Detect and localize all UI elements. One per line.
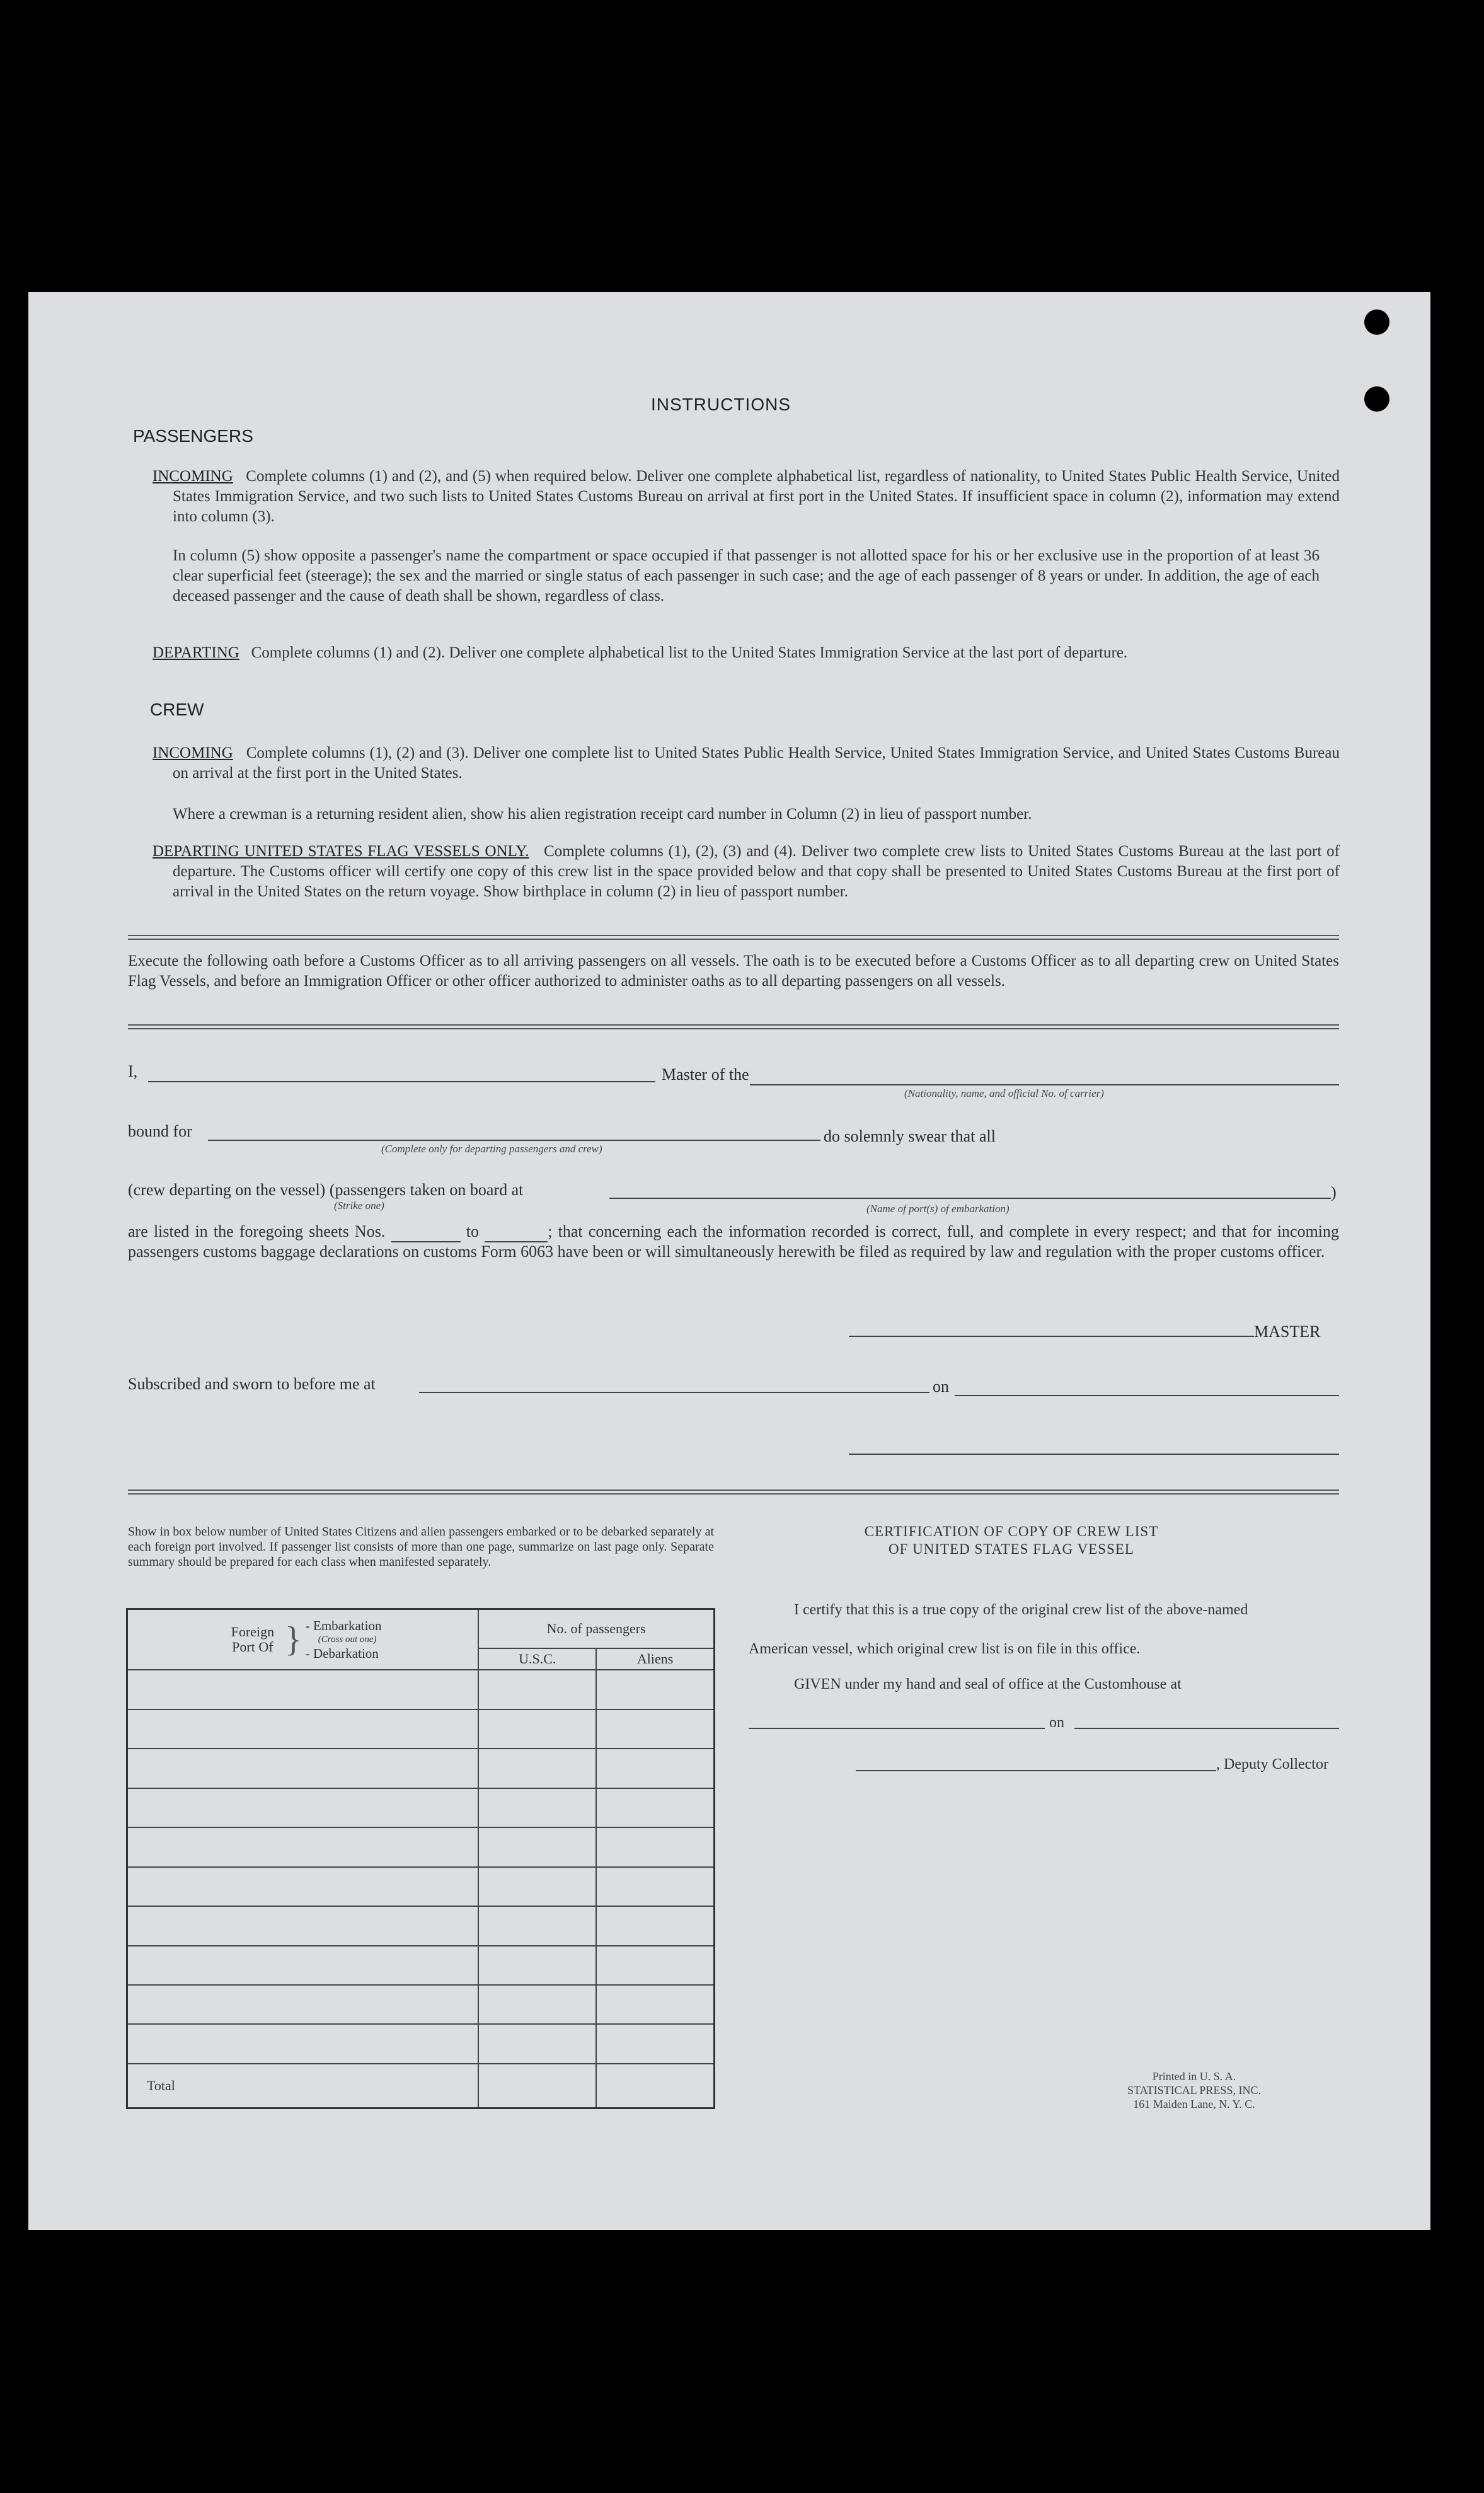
passenger-summary-table	[126, 1608, 715, 2109]
aliens-total-cell[interactable]	[596, 2064, 714, 2108]
subscribed-place-line[interactable]	[419, 1392, 929, 1393]
table-row	[127, 1906, 715, 1945]
flag-vessels-instruction: DEPARTING UNITED STATES FLAG VESSELS ONLY. Complete columns (1), (2), (3) and (4). Deliver two complete crew lists to United States Customs Bureau at the last port of departure. The Customs officer will certify one copy of this crew list in the space provided below and that copy shall be presented to United States Customs Bureau at the first port of arrival in the United States on the return voyage. Show birthplace in column (2) in lieu of passport number.	[152, 843, 1340, 900]
table-row	[127, 1749, 715, 1788]
vessel-line[interactable]	[750, 1084, 1339, 1085]
port-cell[interactable]	[127, 1946, 479, 1985]
subscribed-date-line[interactable]	[955, 1395, 1339, 1396]
oath-body: are listed in the foregoing sheets Nos. to ; that concerning each the information recorded is correct, full, and complete in every respect; and that for incoming passengers customs baggage declarations on customs Form 6063 have been or will simultaneously herewith be filed as required by law and regulation with the proper customs officer.	[128, 1222, 1340, 1261]
aliens-cell[interactable]	[596, 1827, 714, 1866]
table-row	[127, 1709, 715, 1749]
aliens-cell[interactable]	[596, 1867, 714, 1906]
nationality-note: (Nationality, name, and official No. of carrier)	[904, 1087, 1104, 1099]
punch-hole	[1364, 309, 1389, 335]
oath-intro: Execute the following oath before a Customs Officer as to all arriving passengers on all vessels. The oath is to be executed before a Customs Officer as to all departing crew on United States Flag Vessels, and before an Immigration Officer or other officer authorized to administer oaths as to all departing passengers on all vessels.	[128, 952, 1339, 990]
certification-title: CERTIFICATION OF COPY OF CREW LIST OF UNITED STATES FLAG VESSEL	[864, 1524, 1159, 1557]
table-row	[127, 1827, 715, 1866]
certification-date-line[interactable]	[1074, 1728, 1339, 1729]
crew-heading: CREW	[150, 700, 204, 719]
port-cell[interactable]	[127, 1670, 479, 1709]
flag-vessels-label: DEPARTING UNITED STATES FLAG VESSELS ONLY.	[152, 843, 529, 860]
usc-cell[interactable]	[478, 1709, 596, 1749]
total-label: Total	[127, 2064, 479, 2108]
master-name-line[interactable]	[148, 1081, 655, 1082]
deputy-collector-signature-line[interactable]	[856, 1770, 1216, 1771]
debarkation-label: - Debarkation	[305, 1646, 379, 1662]
aliens-cell[interactable]	[596, 1749, 714, 1788]
aliens-cell[interactable]	[596, 1788, 714, 1827]
certification-given: GIVEN under my hand and seal of office at the Customhouse at	[794, 1676, 1182, 1692]
crew-incoming-instruction: INCOMING Complete columns (1), (2) and (3). Deliver one complete list to United States Public Health Service, United States Immigration Service, and United States Customs Bureau on arrival at the first port in the United States.	[152, 744, 1340, 782]
usc-header: U.S.C.	[478, 1648, 596, 1670]
bound-for-label: bound for	[128, 1122, 192, 1140]
subscribed-label: Subscribed and sworn to before me at	[128, 1375, 376, 1393]
aliens-cell[interactable]	[596, 2024, 714, 2063]
name-of-ports-note: (Name of port(s) of embarkation)	[866, 1203, 1009, 1215]
section-divider	[128, 1489, 1339, 1495]
summary-intro: Show in box below number of United States Citizens and alien passengers embarked or to be debarked separately at each foreign port involved. If passenger list consists of more than one page, summarize on last page only. Separate summary should be prepared for each class when manifested separately.	[128, 1525, 714, 1569]
master-of-the-label: Master of the	[662, 1065, 749, 1084]
close-paren: )	[1331, 1183, 1337, 1201]
passengers-departing-instruction: DEPARTING Complete columns (1) and (2). Deliver one complete alphabetical list to the United States Immigration Service at the last port of departure.	[152, 644, 1128, 661]
usc-cell[interactable]	[478, 1749, 596, 1788]
certification-text-1: I certify that this is a true copy of the original crew list of the above-named	[794, 1602, 1248, 1618]
incoming-text: Complete columns (1) and (2), and (5) when required below. Deliver one complete alphabetical list, regardless of nationality, to United States Public Health Service, United States Immigration Service, and two such lists to United States Customs Bureau on arrival at first port in the United States. If insufficient space in column (2), information may extend into column (3).	[173, 468, 1340, 525]
section-divider	[128, 1024, 1339, 1029]
passengers-incoming-instruction	[152, 466, 1340, 527]
table-row	[127, 1985, 715, 2024]
table-row	[127, 1867, 715, 1906]
master-signature-line[interactable]	[849, 1336, 1254, 1337]
port-cell[interactable]	[127, 1749, 479, 1788]
certification-text-2: American vessel, which original crew list is on file in this office.	[749, 1641, 1141, 1657]
port-cell[interactable]	[127, 1788, 479, 1827]
usc-cell[interactable]	[478, 1985, 596, 2024]
instructions-title: INSTRUCTIONS	[651, 395, 791, 414]
solemnly-swear-text: do solemnly swear that all	[824, 1127, 996, 1145]
aliens-cell[interactable]	[596, 1709, 714, 1749]
aliens-cell[interactable]	[596, 1946, 714, 1985]
usc-cell[interactable]	[478, 2024, 596, 2063]
table-row	[127, 1946, 715, 1985]
master-label: MASTER	[1254, 1322, 1321, 1341]
usc-cell[interactable]	[478, 1946, 596, 1985]
sheet-to-field[interactable]	[485, 1222, 548, 1242]
column5-instruction: In column (5) show opposite a passenger's name the compartment or space occupied if that passenger is not allotted space for his or her exclusive use in the proportion of at least 36 clear superficial feet (steerage); the sex and the married or single status of each passenger in such case; and the age of each passenger of 8 years or under. In addition, the age of each deceased passenger and the cause of death shall be shown, regardless of class.	[173, 547, 1320, 604]
port-cell[interactable]	[127, 2024, 479, 2063]
usc-total-cell[interactable]	[478, 2064, 596, 2108]
departing-label: DEPARTING	[152, 644, 239, 661]
cross-out-note: (Cross out one)	[318, 1634, 377, 1645]
usc-cell[interactable]	[478, 1788, 596, 1827]
no-of-passengers-header: No. of passengers	[478, 1609, 714, 1648]
ports-of-embarkation-line[interactable]	[609, 1198, 1331, 1199]
port-cell[interactable]	[127, 1827, 479, 1866]
usc-cell[interactable]	[478, 1827, 596, 1866]
embarkation-label: - Embarkation	[305, 1618, 382, 1634]
crewman-instruction: Where a crewman is a returning resident alien, show his alien registration receipt card number in Column (2) in lieu of passport number.	[173, 806, 1032, 823]
section-divider	[128, 935, 1339, 940]
customhouse-place-line[interactable]	[749, 1728, 1045, 1729]
bound-for-line[interactable]	[208, 1140, 820, 1141]
crew-passengers-text: (crew departing on the vessel) (passengers taken on board at	[128, 1181, 524, 1199]
usc-cell[interactable]	[478, 1906, 596, 1945]
incoming-label: INCOMING	[152, 468, 233, 485]
usc-cell[interactable]	[478, 1670, 596, 1709]
oath-i: I,	[128, 1062, 138, 1080]
certification-on-label: on	[1049, 1715, 1064, 1731]
aliens-cell[interactable]	[596, 1985, 714, 2024]
complete-only-note: (Complete only for departing passengers and crew)	[381, 1143, 602, 1155]
form-sheet	[28, 292, 1430, 2230]
table-row	[127, 1788, 715, 1827]
port-cell[interactable]	[127, 1906, 479, 1945]
port-cell[interactable]	[127, 1709, 479, 1749]
table-row	[127, 2024, 715, 2063]
aliens-header: Aliens	[596, 1648, 714, 1670]
table-row	[127, 1670, 715, 1709]
port-cell[interactable]	[127, 1985, 479, 2024]
port-cell[interactable]	[127, 1867, 479, 1906]
officer-signature-line[interactable]	[849, 1454, 1339, 1455]
on-label: on	[933, 1377, 949, 1396]
passengers-heading: PASSENGERS	[133, 426, 253, 446]
total-row	[127, 2064, 715, 2108]
printer-imprint: Printed in U. S. A. STATISTICAL PRESS, INC. 161 Maiden Lane, N. Y. C.	[1127, 2070, 1261, 2110]
brace-icon: }	[284, 1620, 302, 1660]
usc-cell[interactable]	[478, 1867, 596, 1906]
crew-incoming-label: INCOMING	[152, 744, 233, 761]
aliens-cell[interactable]	[596, 1670, 714, 1709]
foreign-port-label: Foreign Port Of	[231, 1624, 275, 1655]
aliens-cell[interactable]	[596, 1906, 714, 1945]
deputy-collector-label: , Deputy Collector	[1216, 1756, 1328, 1773]
sheet-from-field[interactable]	[391, 1222, 461, 1242]
strike-one-note: (Strike one)	[334, 1200, 384, 1212]
foreign-port-header	[127, 1609, 479, 1670]
punch-hole	[1364, 386, 1389, 412]
